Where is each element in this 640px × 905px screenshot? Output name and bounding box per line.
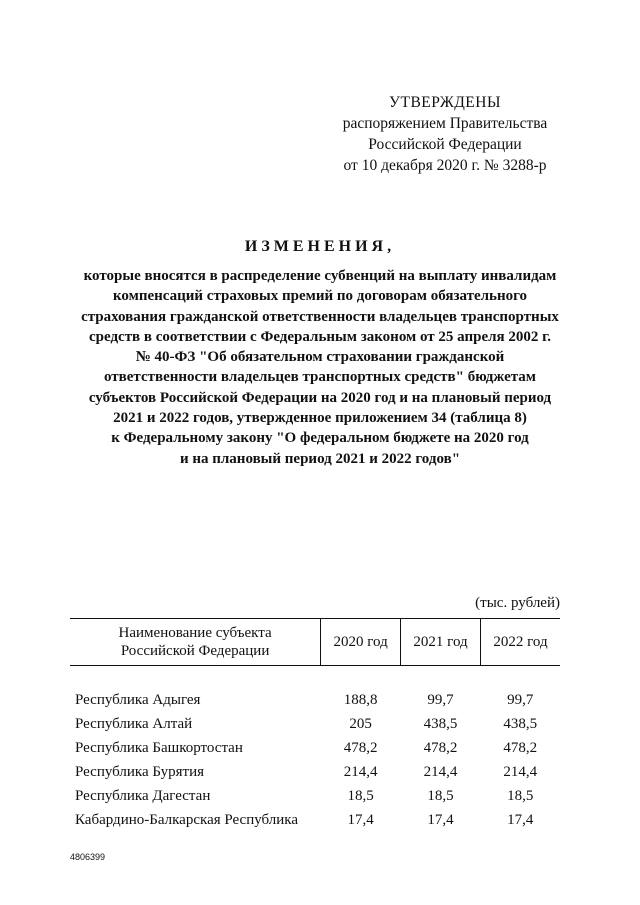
column-header-2022: 2022 год: [481, 619, 561, 666]
value-2020-cell: 478,2: [343, 739, 378, 756]
value-2020-cell: 205: [349, 715, 372, 732]
approval-heading: УТВЕРЖДЕНЫ: [389, 94, 501, 111]
subtitle-line: субъектов Российской Федерации на 2020 год и на плановый период: [88, 389, 552, 406]
column-header-2021: 2021 год: [401, 619, 481, 666]
region-name-cell: Республика Башкортостан: [75, 739, 243, 756]
table-header-row: [70, 619, 560, 666]
subtitle-line: № 40-ФЗ "Об обязательном страховании гражданской: [135, 349, 505, 366]
column-header-region: [70, 619, 321, 666]
subtitle-line: компенсаций страховых премий по договорам обязательного: [112, 288, 528, 305]
region-name-cell: Республика Адыгея: [75, 691, 201, 708]
value-2022-cell: 478,2: [503, 739, 538, 756]
table-row: [70, 736, 560, 760]
value-2021-cell: 214,4: [423, 763, 458, 780]
table-row: [70, 712, 560, 736]
column-header-region-line: Российской Федерации: [120, 643, 270, 659]
region-name-cell: Кабардино-Балкарская Республика: [75, 811, 299, 828]
value-2022-cell: 438,5: [503, 715, 538, 732]
table-row: [70, 688, 560, 712]
region-name-cell: Республика Дагестан: [75, 787, 211, 804]
column-header-2020: 2020 год: [321, 619, 401, 666]
approval-stamp: [310, 92, 580, 176]
subtitle-line: и на плановый период 2021 и 2022 годов": [179, 450, 461, 467]
value-2022-cell: 99,7: [507, 691, 534, 708]
value-2021-cell: 438,5: [423, 715, 458, 732]
value-2020-cell: 188,8: [343, 691, 378, 708]
subsidy-table: [70, 618, 560, 832]
subtitle-line: к Федеральному закону "О федеральном бюджете на 2020 год: [111, 430, 529, 447]
approval-line: Российской Федерации: [368, 136, 522, 153]
value-2020-cell: 17,4: [347, 811, 374, 828]
approval-date: от 10 декабря 2020 г. № 3288-р: [343, 157, 547, 174]
table-row: [70, 808, 560, 832]
document-title: ИЗМЕНЕНИЯ,: [244, 238, 396, 255]
document-subtitle: [60, 266, 580, 469]
table-row: [70, 784, 560, 808]
subtitle-line: которые вносятся в распределение субвенций на выплату инвалидам: [83, 268, 557, 284]
table-row: [70, 760, 560, 784]
subtitle-line: ответственности владельцев транспортных средств" бюджетам: [103, 369, 537, 386]
value-2021-cell: 99,7: [427, 691, 454, 708]
value-2021-cell: 17,4: [427, 811, 454, 828]
value-2022-cell: 214,4: [503, 763, 538, 780]
approval-line: распоряжением Правительства: [342, 115, 548, 132]
subtitle-line: страхования гражданской ответственности владельцев транспортных: [81, 308, 559, 325]
region-name-cell: Республика Бурятия: [75, 763, 205, 780]
document-code: 4806399: [70, 852, 106, 862]
value-2020-cell: 214,4: [343, 763, 378, 780]
value-2022-cell: 18,5: [507, 787, 534, 804]
value-2022-cell: 17,4: [507, 811, 534, 828]
subtitle-line: 2021 и 2022 годов, утвержденное приложением 34 (таблица 8): [113, 410, 527, 427]
value-2021-cell: 18,5: [427, 787, 454, 804]
value-2020-cell: 18,5: [347, 787, 374, 804]
column-header-region-line: Наименование субъекта: [118, 625, 272, 641]
region-name-cell: Республика Алтай: [75, 715, 193, 732]
subtitle-line: средств в соответствии с Федеральным законом от 25 апреля 2002 г.: [88, 328, 552, 345]
units-label: (тыс. рублей): [475, 595, 560, 611]
value-2021-cell: 478,2: [423, 739, 458, 756]
